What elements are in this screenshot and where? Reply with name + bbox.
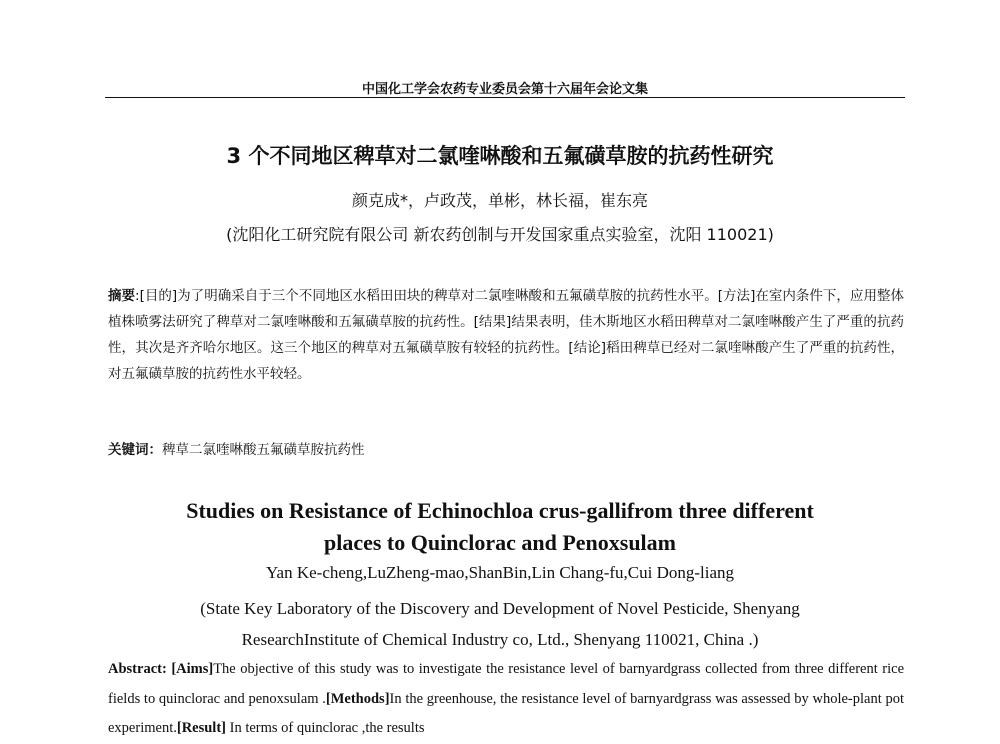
- header-rule: [105, 97, 905, 98]
- result-text: In terms of quinclorac ,the results: [226, 720, 425, 736]
- keywords-zh: [108, 438, 904, 458]
- abstract-label-zh: 摘要: [108, 288, 136, 304]
- affiliation-en: [110, 593, 890, 655]
- authors-en: Yan Ke-cheng,LuZheng-mao,ShanBin,Lin Chang-fu,Cui Dong-liang: [265, 563, 735, 582]
- keywords-label-zh: 关键词：: [108, 442, 162, 458]
- abstract-label-en: Abstract:: [108, 661, 167, 677]
- affiliation-zh: (沈阳化工研究院有限公司 新农药创制与开发国家重点实验室，沈阳 110021): [226, 225, 774, 244]
- methods-text: In the greenhouse, the resistance level of barnyardgrass was assessed by whole-plant pot experiment.: [108, 690, 904, 736]
- aims-label: [Aims]: [171, 661, 214, 677]
- running-header: 中国化工学会农药专业委员会第十六届年会论文集: [361, 82, 648, 97]
- aims-text: The objective of this study was to investigate the resistance level of barnyardgrass collected from three different rice fields to quinclorac and penoxsulam .: [108, 661, 904, 707]
- affiliation-en-line2: ResearchInstitute of Chemical Industry co, Ltd., Shenyang 110021, China .): [241, 630, 759, 649]
- keywords-text-zh: 稗草二氯喹啉酸五氟磺草胺抗药性: [162, 442, 365, 458]
- paper-title-en-line1: Studies on Resistance of Echinochloa crus-gallifrom three different: [186, 498, 814, 523]
- abstract-text-zh: :[目的]为了明确采自于三个不同地区水稻田田块的稗草对二氯喹啉酸和五氟磺草胺的抗药性水平。[方法]在室内条件下，应用整体植株喷雾法研究了稗草对二氯喹啉酸和五氟磺草胺的抗药性。[结果]结果表明，佳木斯地区水稻田稗草对二氯喹啉酸产生了严重的抗药性，其次是齐齐哈尔地区。这三个地区的稗草对五氟磺草胺有较轻的抗药性。[结论]稻田稗草已经对二氯喹啉酸产生了严重的抗药性，对五氟磺草胺的抗药性水平较轻。: [108, 288, 904, 382]
- result-label: [Result]: [176, 720, 226, 736]
- methods-label: [Methods]: [325, 690, 390, 707]
- paper-title-zh: 3 个不同地区稗草对二氯喹啉酸和五氟磺草胺的抗药性研究: [226, 144, 774, 168]
- paper-title-en-line2: places to Quinclorac and Penoxsulam: [323, 530, 676, 555]
- paper-title-en: [80, 495, 920, 559]
- abstract-zh: [108, 283, 904, 387]
- authors-zh: 颜克成*，卢政茂，单彬，林长福，崔东亮: [351, 191, 648, 210]
- abstract-en: [108, 655, 904, 744]
- affiliation-en-line1: (State Key Laboratory of the Discovery and Development of Novel Pesticide, Shenyang: [200, 599, 800, 618]
